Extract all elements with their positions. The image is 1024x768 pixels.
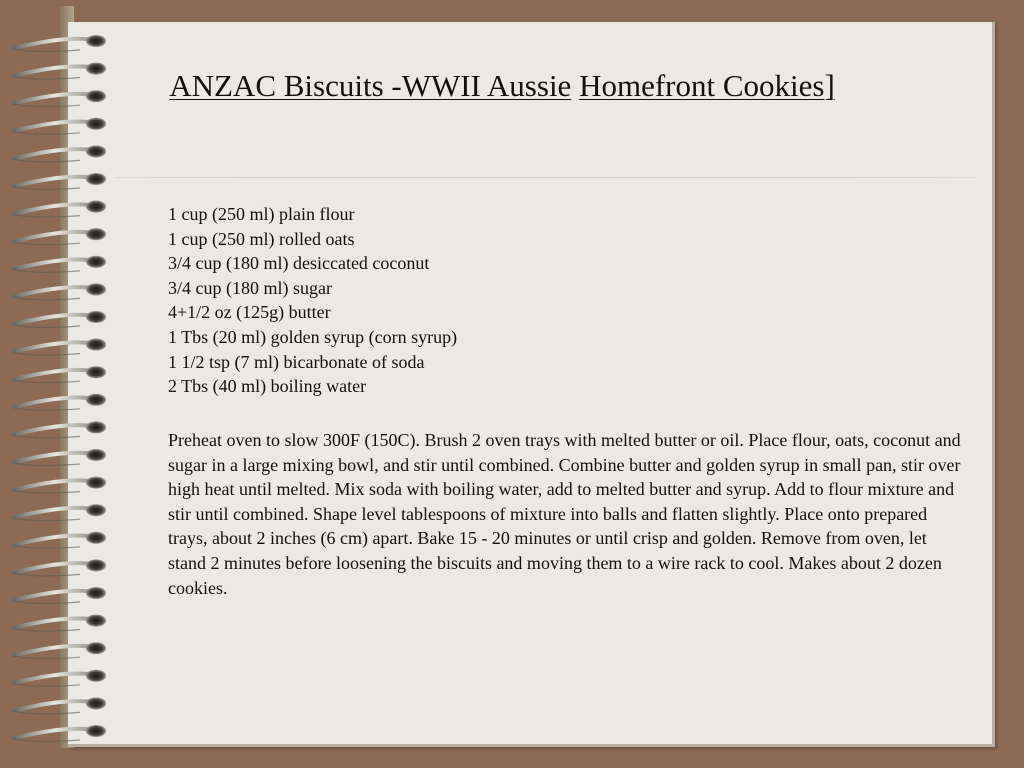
binding-ring — [14, 232, 96, 241]
binding-ring-shadow — [14, 159, 80, 161]
binding-hole — [86, 63, 106, 75]
ingredient-item: 2 Tbs (40 ml) boiling water — [168, 376, 367, 397]
ingredient-item: 3/4 cup (180 ml) sugar — [168, 277, 332, 298]
binding-hole — [86, 311, 106, 323]
binding-ring-shadow — [14, 297, 80, 299]
binding-ring — [14, 480, 96, 489]
binding-ring — [14, 342, 96, 351]
binding-ring — [14, 508, 96, 517]
binding-ring-shadow — [14, 656, 80, 658]
ingredient-item: 1 cup (250 ml) rolled oats — [168, 228, 355, 249]
title-divider — [115, 177, 975, 178]
binding-ring — [14, 453, 96, 462]
binding-ring-shadow — [14, 408, 80, 410]
ingredient-item: 1 Tbs (20 ml) golden syrup (corn syrup) — [168, 326, 458, 347]
binding-ring-shadow — [14, 435, 80, 437]
binding-ring-shadow — [14, 684, 80, 686]
title-part-2: Homefront Cookies] — [579, 68, 835, 103]
binding-ring — [14, 398, 96, 407]
binding-ring — [14, 370, 96, 379]
spiral-binding-icon — [0, 0, 130, 768]
binding-ring — [14, 618, 96, 627]
binding-hole — [86, 90, 106, 102]
binding-hole — [86, 697, 106, 709]
binding-hole — [86, 642, 106, 654]
binding-ring-shadow — [14, 463, 80, 465]
binding-hole — [86, 559, 106, 571]
binding-ring-shadow — [14, 187, 80, 189]
binding-hole — [86, 477, 106, 489]
binding-ring-shadow — [14, 215, 80, 217]
binding-ring — [14, 563, 96, 572]
binding-ring-shadow — [14, 546, 80, 548]
binding-ring-shadow — [14, 711, 80, 713]
binding-hole — [86, 449, 106, 461]
binding-ring — [14, 729, 96, 738]
binding-ring — [14, 536, 96, 545]
binding-hole — [86, 394, 106, 406]
binding-ring-shadow — [14, 380, 80, 382]
binding-hole — [86, 421, 106, 433]
binding-ring-shadow — [14, 491, 80, 493]
method-paragraph: Preheat oven to slow 300F (150C). Brush 2 oven trays with melted butter or oil. Place flour, oats, coconut and sugar in a large mixing bowl, and stir until combined. Combine butter and golden syrup in small pan, stir over high heat until melted. Mix soda with boiling water, add to melted butter and syrup. Add to flour mixture and stir until combined. Shape level tablespoons of mixture into balls and flatten slightly. Place onto prepared trays, about 2 inches (6 cm) apart. Bake 15 - 20 minutes or until crisp and golden. Remove from oven, let stand 2 minutes before loosening the biscuits and moving them to a wire rack to cool. Makes about 2 dozen cookies. — [168, 430, 961, 598]
ingredient-item: 3/4 cup (180 ml) desiccated coconut — [168, 253, 430, 274]
binding-hole — [86, 256, 106, 268]
binding-ring-shadow — [14, 132, 80, 134]
binding-ring — [14, 66, 96, 75]
binding-ring — [14, 177, 96, 186]
binding-ring-shadow — [14, 518, 80, 520]
ingredient-list — [168, 202, 457, 399]
binding-ring — [14, 701, 96, 710]
binding-ring-shadow — [14, 270, 80, 272]
binding-hole — [86, 366, 106, 378]
binding-hole — [86, 145, 106, 157]
binding-ring-shadow — [14, 242, 80, 244]
binding-ring-shadow — [14, 573, 80, 575]
binding-hole — [86, 283, 106, 295]
page-title — [112, 68, 892, 104]
title-part-1: ANZAC Biscuits -WWII Aussie — [169, 68, 572, 103]
binding-ring-shadow — [14, 77, 80, 79]
ingredient-item: 1 1/2 tsp (7 ml) bicarbonate of soda — [168, 351, 425, 372]
binding-hole — [86, 532, 106, 544]
binding-ring-shadow — [14, 353, 80, 355]
binding-ring — [14, 122, 96, 131]
binding-hole — [86, 504, 106, 516]
binding-ring — [14, 39, 96, 48]
binding-ring-shadow — [14, 629, 80, 631]
ingredient-item: 1 cup (250 ml) plain flour — [168, 204, 355, 224]
binding-hole — [86, 587, 106, 599]
binding-hole — [86, 35, 106, 47]
binding-hole — [86, 118, 106, 130]
binding-ring — [14, 315, 96, 324]
binding-ring — [14, 646, 96, 655]
binding-ring — [14, 591, 96, 600]
binding-ring — [14, 204, 96, 213]
binding-ring — [14, 425, 96, 434]
binding-ring-shadow — [14, 49, 80, 51]
binding-ring-shadow — [14, 739, 80, 741]
binding-hole — [86, 228, 106, 240]
binding-ring — [14, 674, 96, 683]
binding-ring — [14, 260, 96, 269]
ingredient-item: 4+1/2 oz (125g) butter — [168, 302, 331, 323]
binding-ring — [14, 149, 96, 158]
binding-ring — [14, 94, 96, 103]
binding-hole — [86, 725, 106, 737]
binding-ring-shadow — [14, 325, 80, 327]
binding-hole — [86, 339, 106, 351]
binding-hole — [86, 615, 106, 627]
binding-ring — [14, 287, 96, 296]
binding-hole — [86, 173, 106, 185]
binding-hole — [86, 201, 106, 213]
binding-ring-shadow — [14, 601, 80, 603]
binding-hole — [86, 670, 106, 682]
binding-ring-shadow — [14, 104, 80, 106]
